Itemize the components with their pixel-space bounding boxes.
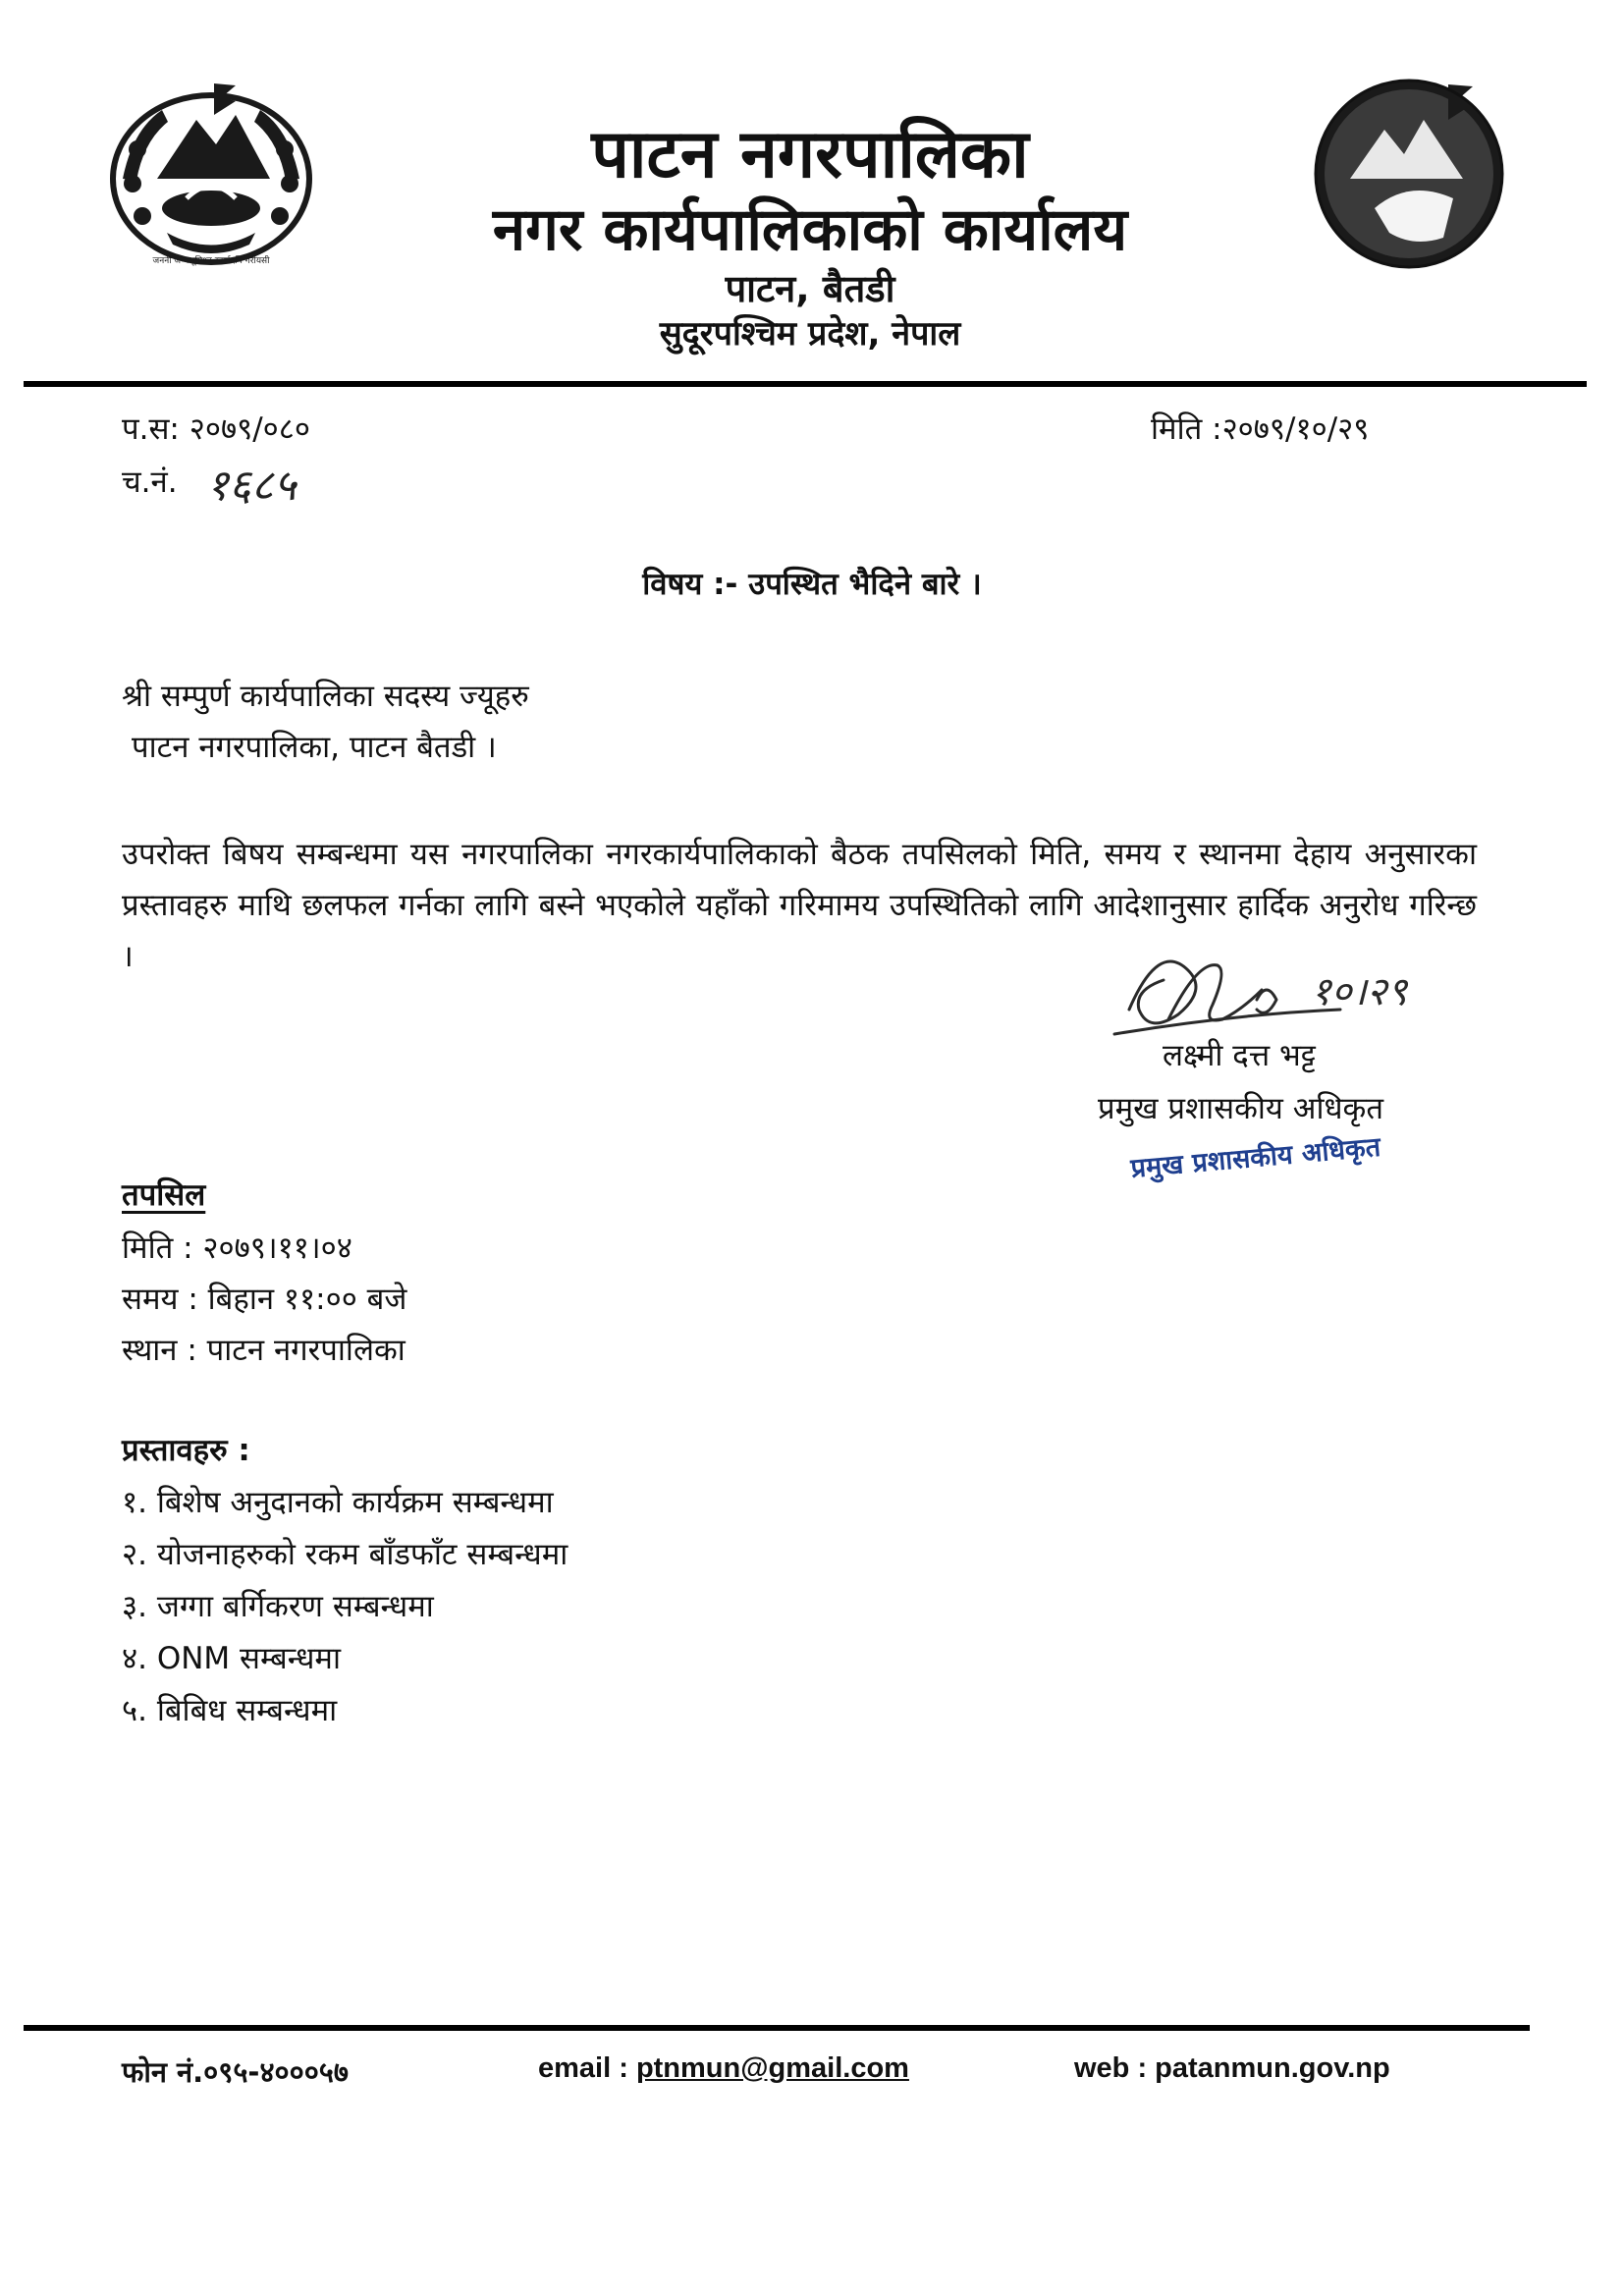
footer-phone: फोन नं.०९५-४०००५७: [122, 2055, 349, 2089]
dispatch-label: च.नं.: [122, 465, 178, 500]
details-heading: तपसिल: [122, 1177, 206, 1213]
municipality-name: पाटन नगरपालिका: [591, 116, 1029, 193]
meeting-time: समय : बिहान ११:०० बजे: [122, 1282, 407, 1317]
email-label: email :: [538, 2052, 636, 2084]
header-divider: [24, 381, 1587, 387]
office-name: नगर कार्यपालिकाको कार्यालय: [492, 195, 1128, 264]
footer-divider: [24, 2025, 1530, 2031]
proposals-heading: प्रस्तावहरु :: [122, 1433, 250, 1468]
signatory-designation: प्रमुख प्रशासकीय अधिकृत: [1098, 1091, 1384, 1126]
meeting-place: स्थान : पाटन नगरपालिका: [122, 1333, 406, 1368]
letter-date: मिति :२०७९/१०/२९: [1151, 411, 1370, 447]
designation-stamp: प्रमुख प्रशासकीय अधिकृत: [1129, 1131, 1382, 1184]
proposals-list: [122, 1477, 568, 1737]
letter-body: उपरोक्त बिषय सम्बन्धमा यस नगरपालिका नगरकार्यपालिकाको बैठक तपसिलको मिति, समय र स्थानमा देहाय अनुसारका प्रस्तावहरु माथि छलफल गर्नका लागि बस्ने भएकोले यहाँको गरिमामय उपस्थितिको लागि आदेशानुसार हार्दिक अनुरोध गरिन्छ ।: [122, 837, 1477, 974]
dispatch-number-handwritten: १६८५: [206, 461, 297, 511]
reference-number: प.स: २०७९/०८०: [122, 411, 311, 447]
list-item: ५. बिबिध सम्बन्धमा: [122, 1693, 338, 1728]
signature-date: १०।२९: [1311, 969, 1408, 1014]
svg-text:जननी जन्मभूमिश्च स्वर्गादपि गर: जननी जन्मभूमिश्च स्वर्गादपि गरीयसी: [152, 256, 270, 266]
province-country: सुदूरपश्चिम प्रदेश, नेपाल: [659, 314, 961, 354]
list-item: २. योजनाहरुको रकम बाँडफाँट सम्बन्धमा: [122, 1537, 568, 1572]
nepal-emblem-icon: [98, 61, 324, 272]
municipality-logo-icon: [1301, 61, 1517, 277]
email-link[interactable]: ptnmun@gmail.com: [635, 2052, 909, 2084]
addressee-line-1: श्री सम्पुर्ण कार्यपालिका सदस्य ज्यूहरु: [122, 679, 529, 714]
list-item: ३. जग्गा बर्गिकरण सम्बन्धमा: [122, 1589, 434, 1624]
meeting-date: मिति : २०७९।११।०४: [122, 1230, 352, 1266]
left-emblem: [98, 61, 324, 272]
footer-email: [538, 2052, 909, 2085]
office-location: पाटन, बैतडी: [725, 267, 895, 310]
subject-line: विषय :- उपस्थित भैदिने बारे ।: [642, 567, 982, 602]
signatory-name: लक्ष्मी दत्त भट्ट: [1163, 1038, 1316, 1073]
list-item: १. बिशेष अनुदानको कार्यक्रम सम्बन्धमा: [122, 1485, 554, 1520]
list-item: ४. ONM सम्बन्धमा: [122, 1641, 341, 1676]
right-municipality-logo: [1301, 61, 1517, 277]
addressee-line-2: पाटन नगरपालिका, पाटन बैतडी ।: [132, 730, 497, 765]
footer-website[interactable]: web : patanmun.gov.np: [1074, 2052, 1390, 2084]
signature: [1110, 941, 1443, 1049]
